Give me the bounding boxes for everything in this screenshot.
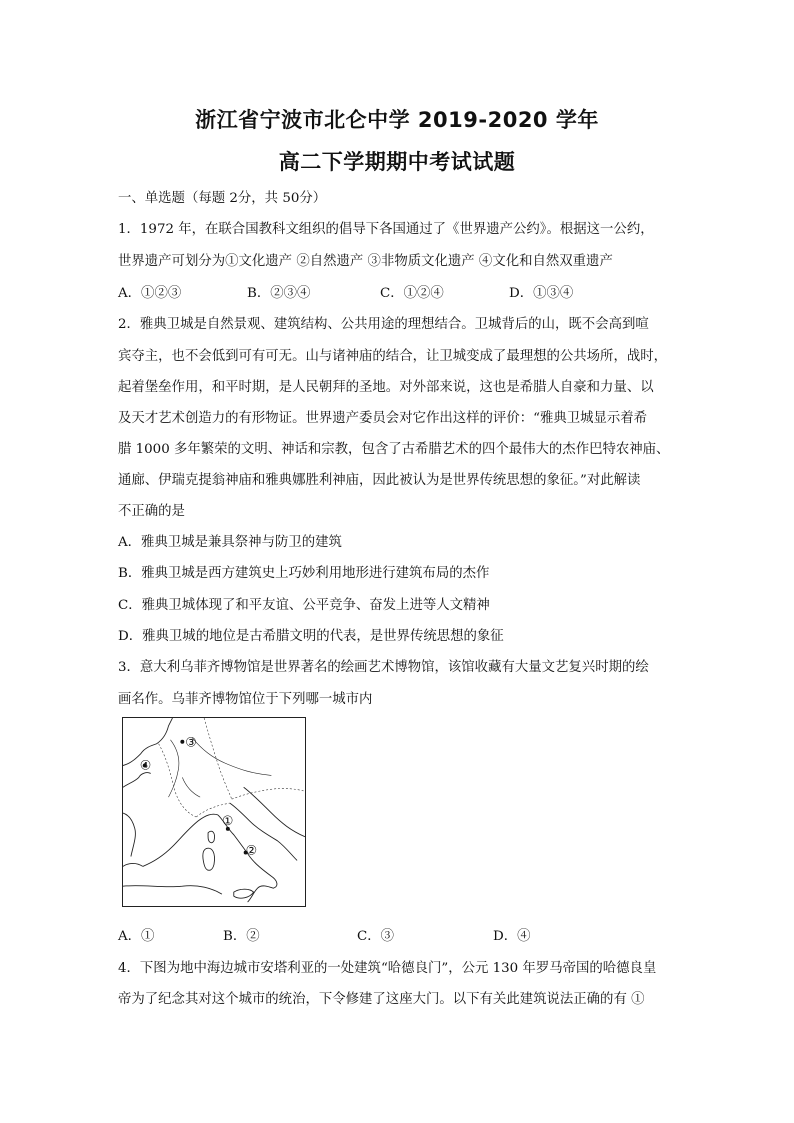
q1-option-d[interactable]: D．①③④	[509, 286, 574, 301]
map-river-2	[192, 738, 271, 776]
q2-option-d[interactable]: D．雅典卫城的地位是古希腊文明的代表，是世界传统思想的象征	[118, 629, 504, 644]
map-coastline-iberia	[123, 863, 143, 866]
map-label-4: ④	[139, 758, 152, 774]
q2-option-a[interactable]: A．雅典卫城是兼具祭神与防卫的建筑	[118, 535, 342, 550]
map-label-3: ③	[185, 735, 197, 751]
question-4-line-1: 4．下图为地中海边城市安塔利亚的一处建筑“哈德良门”，公元 130 年罗马帝国的哈德良皇	[118, 961, 657, 976]
map-coastline-africa	[123, 886, 222, 894]
map-coastline-italy-east	[230, 803, 297, 860]
map-river-1	[169, 740, 179, 797]
map-coastline-adriatic	[244, 787, 305, 836]
map-coastline-west	[123, 813, 135, 857]
question-2-line-2: 宾夺主，也不会低到可有可无。山与诸神庙的结合，让卫城变成了最理想的公共场所，战时，	[118, 349, 668, 364]
exam-subtitle: 高二下学期期中考试试题	[278, 150, 516, 174]
question-2-line-6: 通廊、伊瑞克提翁神庙和雅典娜胜利神庙，因此被认为是世界传统思想的象征。”对此解读	[118, 473, 641, 488]
question-1-line-1: 1．1972 年，在联合国教科文组织的倡导下各国通过了《世界遗产公约》。根据这一公约，	[118, 222, 654, 237]
map-coastline-northwest	[123, 773, 151, 788]
q3-option-a[interactable]: A．①	[118, 929, 155, 944]
q2-option-b[interactable]: B．雅典卫城是西方建筑史上巧妙利用地形进行建筑布局的杰作	[118, 566, 490, 581]
question-3-line-1: 3．意大利乌菲齐博物馆是世界著名的绘画艺术博物馆，该馆收藏有大量文艺复兴时期的绘	[118, 660, 649, 675]
map-label-2: ②	[245, 843, 258, 859]
q3-option-b[interactable]: B．②	[223, 929, 260, 944]
europe-map	[122, 717, 306, 907]
q3-option-d[interactable]: D．④	[493, 929, 531, 944]
question-2-line-3: 起着堡垒作用，和平时期，是人民朝拜的圣地。对外部来说，这也是希腊人自豪和力量、以	[118, 380, 654, 395]
q1-option-c[interactable]: C．①②④	[380, 286, 444, 301]
question-4-line-2: 帝为了纪念其对这个城市的统治，下令修建了这座大门。以下有关此建筑说法正确的有 ①	[118, 992, 645, 1007]
map-river-3	[182, 777, 200, 797]
map-label-1: ①	[221, 813, 234, 829]
question-3-line-2: 画名作。乌菲齐博物馆位于下列哪一城市内	[118, 692, 373, 707]
map-island-sicily	[234, 889, 254, 898]
question-2-line-1: 2．雅典卫城是自然景观、建筑结构、公共用途的理想结合。卫城背后的山，既不会高到喧	[118, 317, 649, 332]
q3-option-c[interactable]: C．③	[357, 929, 395, 944]
map-border-4	[232, 788, 305, 799]
europe-map-drawing	[123, 718, 305, 906]
question-1-line-2: 世界遗产可划分为①文化遗产 ②自然遗产 ③非物质文化遗产 ④文化和自然双重遗产	[118, 254, 613, 269]
map-border-2	[204, 718, 232, 799]
q2-option-c[interactable]: C．雅典卫城体现了和平友谊、公平竞争、奋发上进等人文精神	[118, 598, 490, 613]
question-2-line-7: 不正确的是	[118, 504, 185, 519]
map-island-sardinia	[203, 848, 215, 870]
map-city-dot-3	[180, 740, 184, 744]
question-2-line-5: 腊 1000 多年繁荣的文明、神话和宗教，包含了古希腊艺术的四个最伟大的杰作巴特农神庙、	[118, 442, 670, 457]
map-border-1	[159, 744, 197, 817]
q1-option-a[interactable]: A．①②③	[118, 286, 182, 301]
exam-title: 浙江省宁波市北仑中学 2019-2020 学年	[195, 108, 599, 132]
question-2-line-4: 及天才艺术创造力的有形物证。世界遗产委员会对它作出这样的评价：“雅典卫城显示着希	[118, 411, 648, 426]
map-island-corsica	[208, 831, 214, 843]
q1-option-b[interactable]: B．②③④	[247, 286, 311, 301]
map-coastline-south-france	[143, 814, 218, 866]
section-heading: 一、单选题（每题 2分，共 50分）	[118, 191, 327, 206]
